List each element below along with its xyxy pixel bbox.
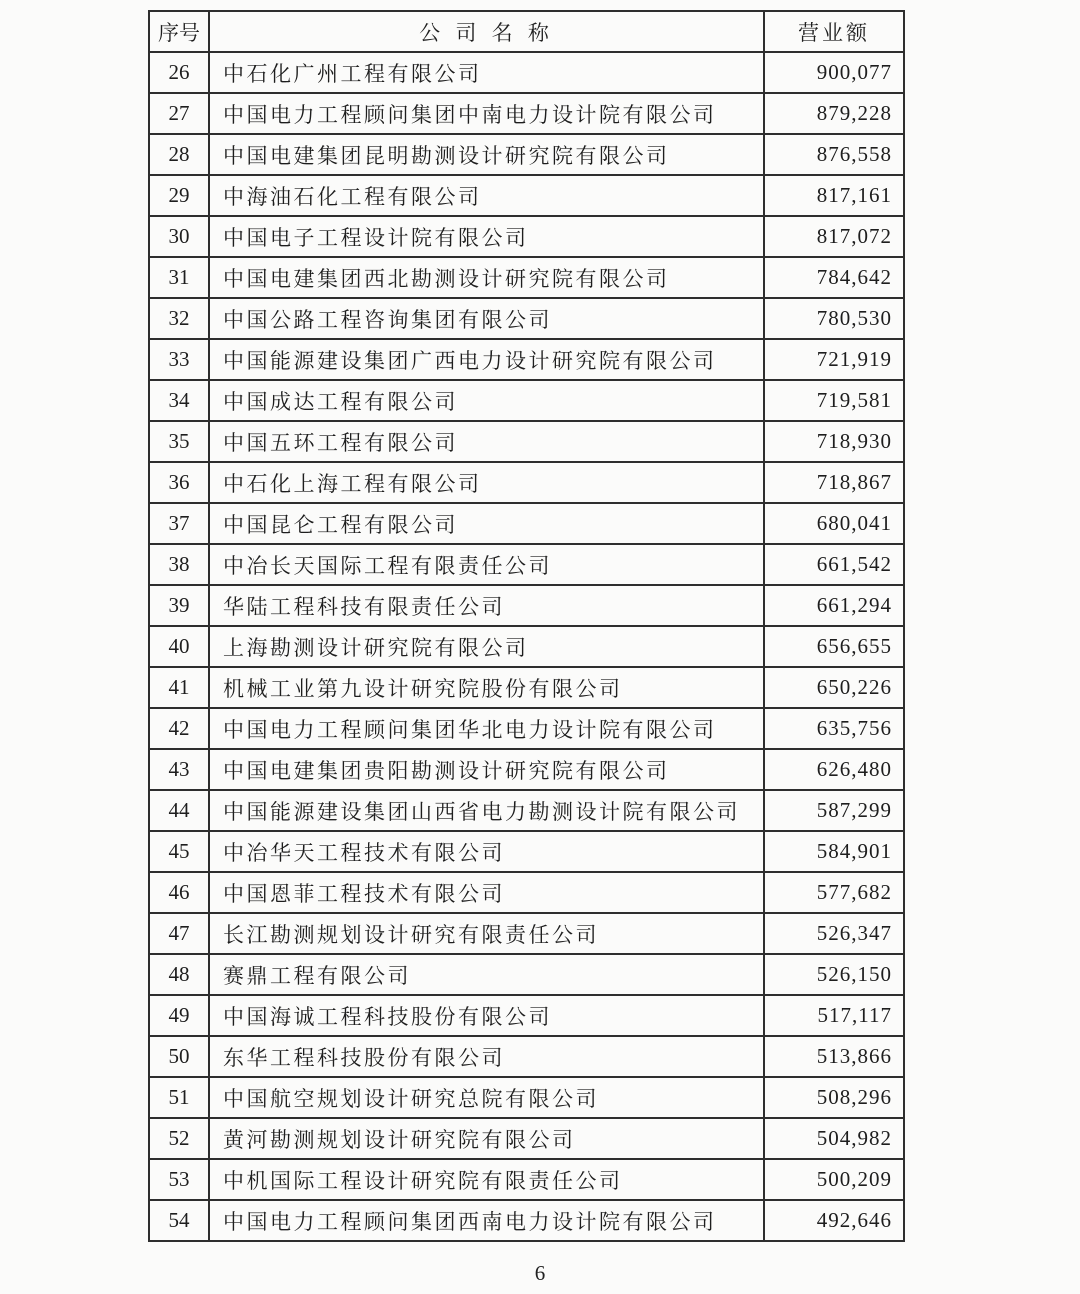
revenue-cell: 780,530	[764, 298, 904, 339]
serial-number-cell: 29	[149, 175, 209, 216]
header-serial-number: 序号	[149, 11, 209, 52]
company-name-cell: 赛鼎工程有限公司	[209, 954, 764, 995]
serial-number-cell: 46	[149, 872, 209, 913]
serial-number-cell: 31	[149, 257, 209, 298]
serial-number-cell: 44	[149, 790, 209, 831]
revenue-cell: 513,866	[764, 1036, 904, 1077]
header-company-name: 公 司 名 称	[209, 11, 764, 52]
serial-number-cell: 39	[149, 585, 209, 626]
serial-number-cell: 52	[149, 1118, 209, 1159]
table-row	[149, 216, 904, 257]
table-row	[149, 708, 904, 749]
company-name-cell: 中国电力工程顾问集团华北电力设计院有限公司	[209, 708, 764, 749]
table-row	[149, 257, 904, 298]
serial-number-cell: 50	[149, 1036, 209, 1077]
table-row	[149, 995, 904, 1036]
header-revenue: 营业额	[764, 11, 904, 52]
revenue-cell: 517,117	[764, 995, 904, 1036]
company-name-cell: 中冶华天工程技术有限公司	[209, 831, 764, 872]
revenue-cell: 817,072	[764, 216, 904, 257]
company-name-cell: 上海勘测设计研究院有限公司	[209, 626, 764, 667]
table-row	[149, 52, 904, 93]
company-name-cell: 中国公路工程咨询集团有限公司	[209, 298, 764, 339]
serial-number-cell: 41	[149, 667, 209, 708]
table-row	[149, 175, 904, 216]
table-row	[149, 1200, 904, 1241]
company-name-cell: 中国电力工程顾问集团中南电力设计院有限公司	[209, 93, 764, 134]
serial-number-cell: 43	[149, 749, 209, 790]
company-name-cell: 中国昆仑工程有限公司	[209, 503, 764, 544]
table-row	[149, 585, 904, 626]
table-row	[149, 954, 904, 995]
revenue-cell: 526,150	[764, 954, 904, 995]
table-row	[149, 790, 904, 831]
company-name-cell: 中国能源建设集团山西省电力勘测设计院有限公司	[209, 790, 764, 831]
revenue-cell: 718,867	[764, 462, 904, 503]
revenue-cell: 526,347	[764, 913, 904, 954]
serial-number-cell: 28	[149, 134, 209, 175]
revenue-cell: 718,930	[764, 421, 904, 462]
revenue-cell: 626,480	[764, 749, 904, 790]
serial-number-cell: 42	[149, 708, 209, 749]
company-name-cell: 中冶长天国际工程有限责任公司	[209, 544, 764, 585]
table-row	[149, 749, 904, 790]
table-row	[149, 462, 904, 503]
table-row	[149, 1159, 904, 1200]
serial-number-cell: 26	[149, 52, 209, 93]
table-row	[149, 1036, 904, 1077]
table-row	[149, 626, 904, 667]
serial-number-cell: 37	[149, 503, 209, 544]
revenue-cell: 719,581	[764, 380, 904, 421]
serial-number-cell: 49	[149, 995, 209, 1036]
serial-number-cell: 40	[149, 626, 209, 667]
table-row	[149, 1118, 904, 1159]
company-name-cell: 中国能源建设集团广西电力设计研究院有限公司	[209, 339, 764, 380]
table-row	[149, 298, 904, 339]
revenue-cell: 577,682	[764, 872, 904, 913]
table-row	[149, 134, 904, 175]
serial-number-cell: 36	[149, 462, 209, 503]
revenue-cell: 900,077	[764, 52, 904, 93]
revenue-cell: 876,558	[764, 134, 904, 175]
revenue-cell: 587,299	[764, 790, 904, 831]
revenue-cell: 508,296	[764, 1077, 904, 1118]
table-row	[149, 93, 904, 134]
table-row	[149, 544, 904, 585]
table-row	[149, 667, 904, 708]
company-name-cell: 长江勘测规划设计研究有限责任公司	[209, 913, 764, 954]
revenue-cell: 879,228	[764, 93, 904, 134]
company-name-cell: 中国海诚工程科技股份有限公司	[209, 995, 764, 1036]
company-revenue-table	[148, 10, 905, 1242]
table-header-row	[149, 11, 904, 52]
table-body	[149, 52, 904, 1241]
company-name-cell: 中石化广州工程有限公司	[209, 52, 764, 93]
company-name-cell: 中国五环工程有限公司	[209, 421, 764, 462]
serial-number-cell: 27	[149, 93, 209, 134]
page-number: 6	[534, 1261, 546, 1285]
revenue-cell: 656,655	[764, 626, 904, 667]
company-name-cell: 黄河勘测规划设计研究院有限公司	[209, 1118, 764, 1159]
company-name-cell: 中国成达工程有限公司	[209, 380, 764, 421]
revenue-cell: 784,642	[764, 257, 904, 298]
company-name-cell: 中国电子工程设计院有限公司	[209, 216, 764, 257]
revenue-cell: 817,161	[764, 175, 904, 216]
table-row	[149, 503, 904, 544]
table-row	[149, 380, 904, 421]
revenue-cell: 721,919	[764, 339, 904, 380]
table-row	[149, 1077, 904, 1118]
revenue-cell: 650,226	[764, 667, 904, 708]
revenue-cell: 500,209	[764, 1159, 904, 1200]
serial-number-cell: 54	[149, 1200, 209, 1241]
serial-number-cell: 48	[149, 954, 209, 995]
serial-number-cell: 38	[149, 544, 209, 585]
serial-number-cell: 35	[149, 421, 209, 462]
company-name-cell: 中石化上海工程有限公司	[209, 462, 764, 503]
company-name-cell: 中国电建集团昆明勘测设计研究院有限公司	[209, 134, 764, 175]
serial-number-cell: 47	[149, 913, 209, 954]
company-name-cell: 中国电建集团西北勘测设计研究院有限公司	[209, 257, 764, 298]
table-row	[149, 913, 904, 954]
serial-number-cell: 30	[149, 216, 209, 257]
company-name-cell: 中海油石化工程有限公司	[209, 175, 764, 216]
revenue-cell: 492,646	[764, 1200, 904, 1241]
revenue-cell: 584,901	[764, 831, 904, 872]
serial-number-cell: 34	[149, 380, 209, 421]
revenue-cell: 661,294	[764, 585, 904, 626]
revenue-cell: 504,982	[764, 1118, 904, 1159]
table-row	[149, 831, 904, 872]
table-row	[149, 872, 904, 913]
serial-number-cell: 45	[149, 831, 209, 872]
company-name-cell: 中国电力工程顾问集团西南电力设计院有限公司	[209, 1200, 764, 1241]
company-name-cell: 东华工程科技股份有限公司	[209, 1036, 764, 1077]
company-name-cell: 中国航空规划设计研究总院有限公司	[209, 1077, 764, 1118]
company-name-cell: 中国恩菲工程技术有限公司	[209, 872, 764, 913]
serial-number-cell: 51	[149, 1077, 209, 1118]
serial-number-cell: 32	[149, 298, 209, 339]
revenue-cell: 680,041	[764, 503, 904, 544]
serial-number-cell: 33	[149, 339, 209, 380]
company-name-cell: 中机国际工程设计研究院有限责任公司	[209, 1159, 764, 1200]
company-name-cell: 机械工业第九设计研究院股份有限公司	[209, 667, 764, 708]
revenue-cell: 661,542	[764, 544, 904, 585]
table-row	[149, 421, 904, 462]
company-name-cell: 中国电建集团贵阳勘测设计研究院有限公司	[209, 749, 764, 790]
table-row	[149, 339, 904, 380]
serial-number-cell: 53	[149, 1159, 209, 1200]
revenue-cell: 635,756	[764, 708, 904, 749]
company-name-cell: 华陆工程科技有限责任公司	[209, 585, 764, 626]
